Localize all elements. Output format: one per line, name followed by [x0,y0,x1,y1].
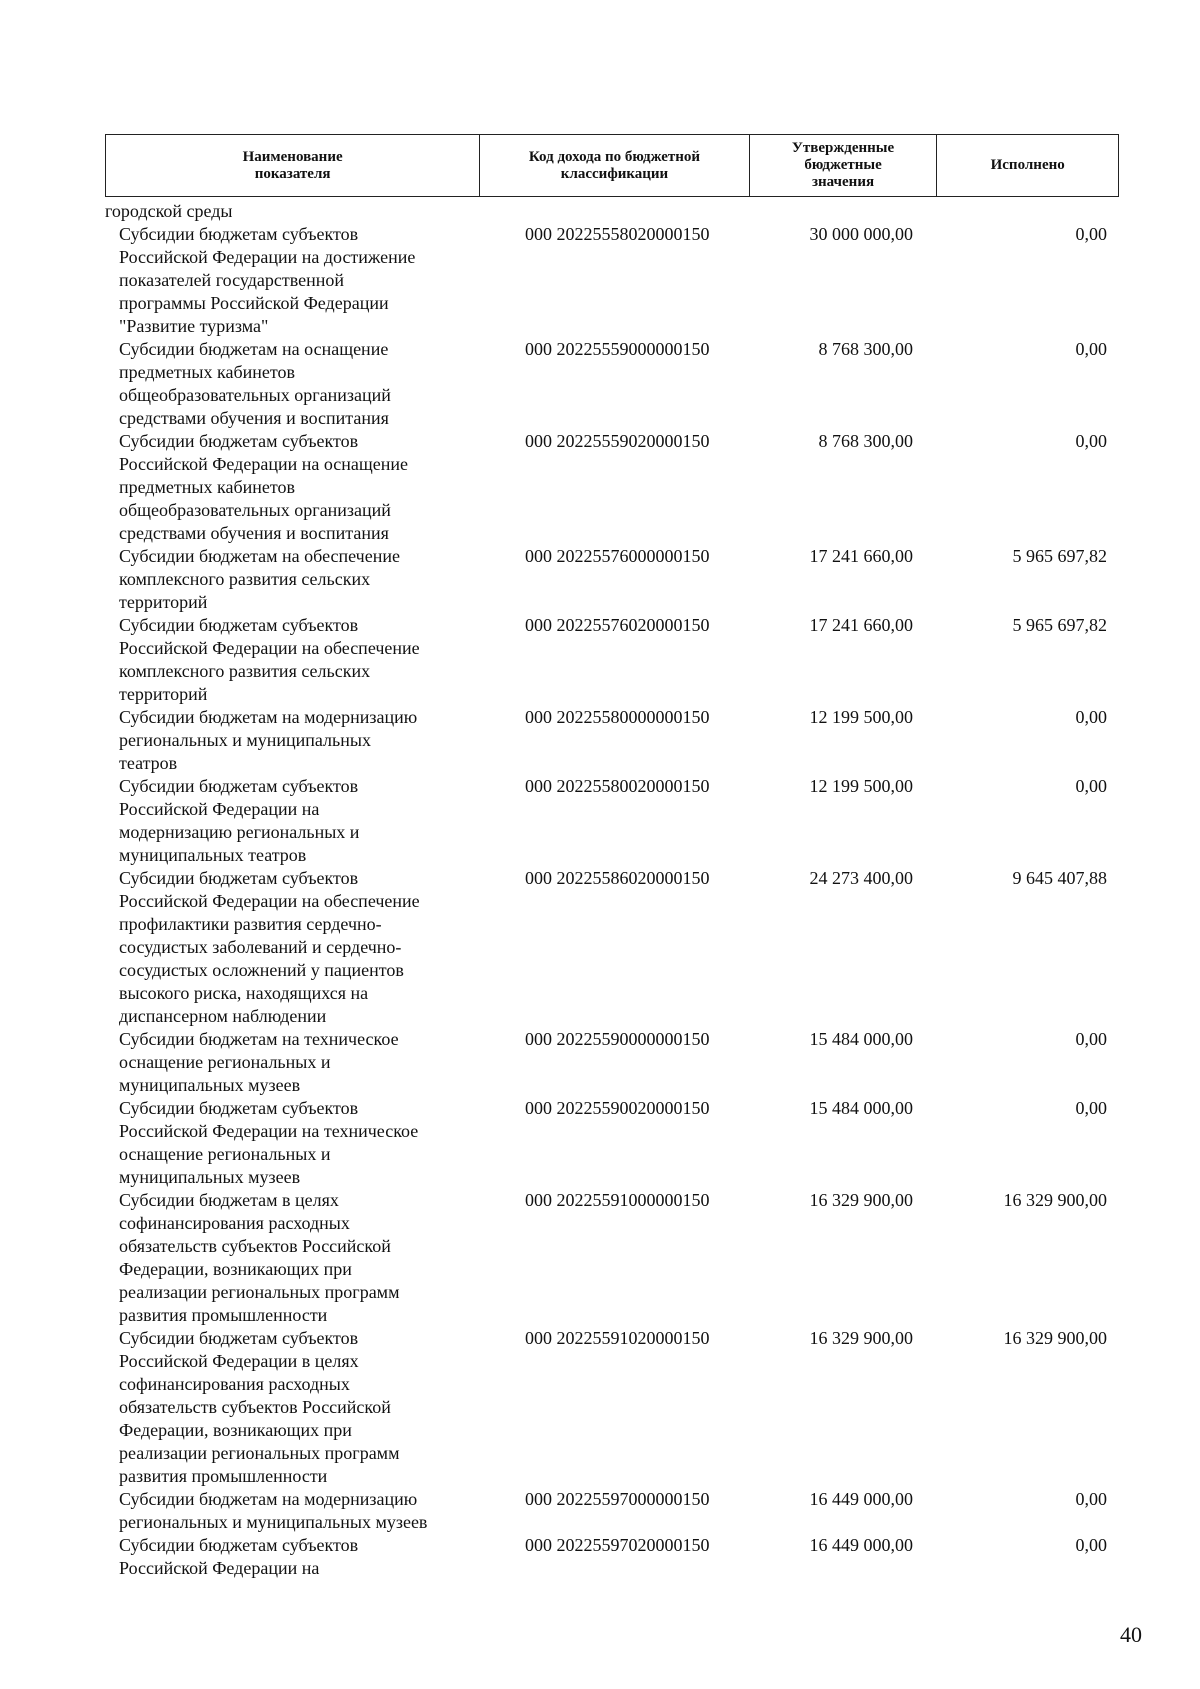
row-approved: 16 449 000,00 [809,1535,913,1555]
row-name: Субсидии бюджетам субъектов Российской Федерации на техническое оснащение региональных и муниципальных музеев [119,1098,419,1187]
table-row [105,430,1119,545]
row-approved: 24 273 400,00 [809,868,913,888]
row-executed: 0,00 [1075,339,1107,359]
row-code: 000 20225591000000150 [525,1190,710,1210]
row-name: Субсидии бюджетам на модернизацию региональных и муниципальных театров [119,707,418,773]
row-code [480,200,750,223]
table-row [105,614,1119,706]
row-name: Субсидии бюджетам субъектов Российской Федерации на обеспечение комплексного развития сельских территорий [119,615,420,704]
row-executed: 0,00 [1075,776,1107,796]
table-row [105,706,1119,775]
row-name: Субсидии бюджетам на обеспечение комплексного развития сельских территорий [119,546,400,612]
header-approved: Утвержденные бюджетные значения [750,135,938,196]
row-code: 000 20225597000000150 [525,1489,710,1509]
row-approved: 17 241 660,00 [809,615,913,635]
row-executed: 9 645 407,88 [1012,868,1107,888]
row-executed: 5 965 697,82 [1012,615,1107,635]
table-row [105,545,1119,614]
row-executed: 0,00 [1075,1489,1107,1509]
row-executed: 0,00 [1075,707,1107,727]
row-executed [938,200,1119,223]
table-row [105,1327,1119,1488]
row-code: 000 20225590020000150 [525,1098,710,1118]
page-number: 40 [1120,1622,1142,1647]
row-name: Субсидии бюджетам на модернизацию региональных и муниципальных музеев [119,1489,428,1532]
row-code: 000 20225559000000150 [525,339,710,359]
table-row [105,1534,1119,1580]
row-approved: 16 329 900,00 [809,1328,913,1348]
row-code: 000 20225597020000150 [525,1535,710,1555]
row-executed: 0,00 [1075,431,1107,451]
table-row [105,223,1119,338]
row-code: 000 20225558020000150 [525,224,710,244]
table-row [105,775,1119,867]
table-row [105,1097,1119,1189]
row-code: 000 20225580020000150 [525,776,710,796]
header-name: Наименование показателя [106,135,480,196]
row-code: 000 20225559020000150 [525,431,710,451]
table-row [105,1488,1119,1534]
row-code: 000 20225586020000150 [525,868,710,888]
row-name: Субсидии бюджетам субъектов Российской Федерации в целях софинансирования расходных обязательств субъектов Российской Федерации, возникающих при реализации региональных программ развития промышленности [119,1328,400,1486]
row-executed: 5 965 697,82 [1012,546,1107,566]
row-executed: 0,00 [1075,224,1107,244]
row-approved [750,200,938,223]
row-approved: 12 199 500,00 [809,776,913,796]
row-code: 000 20225576000000150 [525,546,710,566]
row-code: 000 20225590000000150 [525,1029,710,1049]
table-row [105,200,1119,223]
header-code: Код дохода по бюджетной классификации [480,135,749,196]
table-row [105,1028,1119,1097]
table-row [105,867,1119,1028]
table-header [105,134,1119,197]
row-name: Субсидии бюджетам на техническое оснащение региональных и муниципальных музеев [119,1029,399,1095]
row-approved: 17 241 660,00 [809,546,913,566]
row-name: Субсидии бюджетам субъектов Российской Федерации на модернизацию региональных и муниципальных театров [119,776,360,865]
row-executed: 0,00 [1075,1098,1107,1118]
row-approved: 12 199 500,00 [809,707,913,727]
row-executed: 16 329 900,00 [1003,1190,1107,1210]
row-approved: 15 484 000,00 [809,1029,913,1049]
row-approved: 8 768 300,00 [818,339,913,359]
row-executed: 0,00 [1075,1535,1107,1555]
row-approved: 15 484 000,00 [809,1098,913,1118]
table-row [105,338,1119,430]
row-name: Субсидии бюджетам в целях софинансирования расходных обязательств субъектов Российской Федерации, возникающих при реализации региональных программ развития промышленности [119,1190,400,1325]
row-name: Субсидии бюджетам субъектов Российской Федерации на оснащение предметных кабинетов общеобразовательных организаций средствами обучения и воспитания [119,431,409,543]
row-code: 000 20225591020000150 [525,1328,710,1348]
row-code: 000 20225580000000150 [525,707,710,727]
row-approved: 16 329 900,00 [809,1190,913,1210]
row-approved: 16 449 000,00 [809,1489,913,1509]
row-code: 000 20225576020000150 [525,615,710,635]
table-body [105,200,1119,1580]
header-executed: Исполнено [990,157,1065,173]
row-executed: 0,00 [1075,1029,1107,1049]
row-name: городской среды [105,201,233,221]
row-name: Субсидии бюджетам субъектов Российской Федерации на обеспечение профилактики развития сердечно- сосудистых заболеваний и сердечно- сосудистых осложнений у пациентов высокого риска, находящихся на диспансерном наблюдении [119,868,420,1026]
row-executed: 16 329 900,00 [1003,1328,1107,1348]
row-name: Субсидии бюджетам на оснащение предметных кабинетов общеобразовательных организаций средствами обучения и воспитания [119,339,391,428]
row-approved: 30 000 000,00 [809,224,913,244]
row-name: Субсидии бюджетам субъектов Российской Федерации на [119,1535,359,1578]
row-name: Субсидии бюджетам субъектов Российской Федерации на достижение показателей государственной программы Российской Федерации "Развитие туризма" [119,224,416,336]
row-approved: 8 768 300,00 [818,431,913,451]
table-row [105,1189,1119,1327]
